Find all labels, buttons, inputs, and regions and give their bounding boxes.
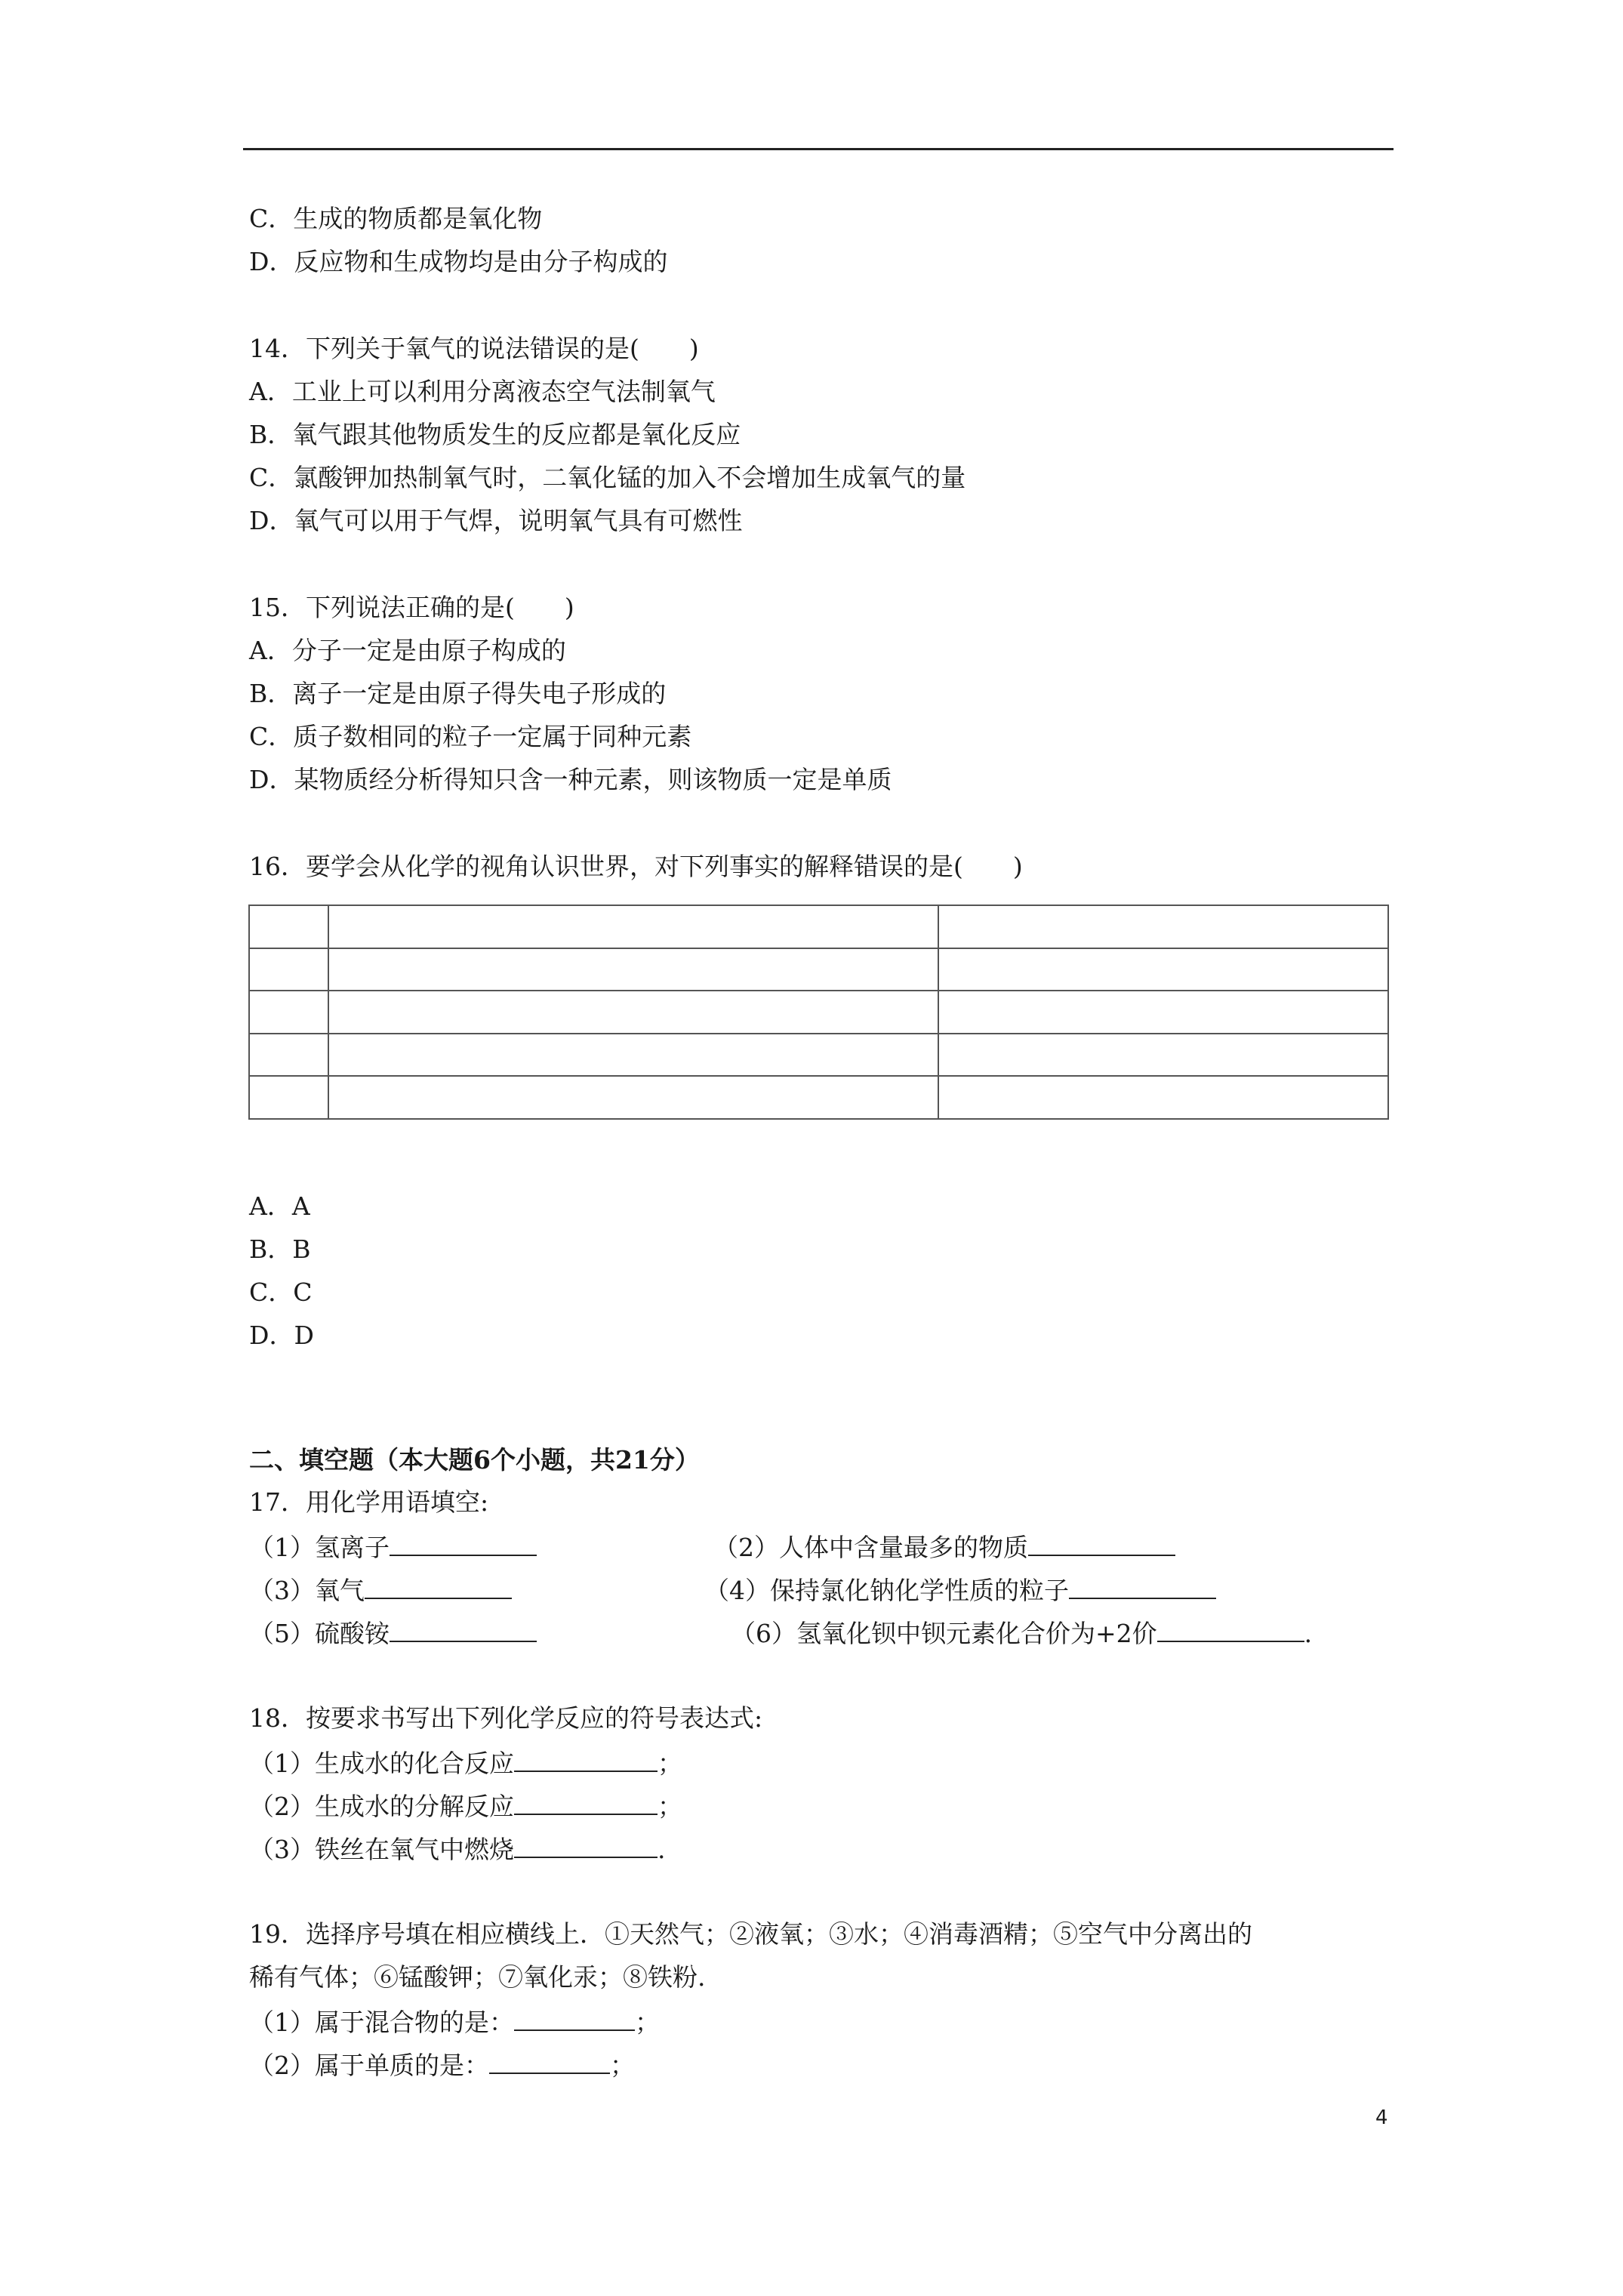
section-heading: 二、填空题（本大题6个小题，共21分）: [249, 1445, 700, 1475]
header-rule: [243, 148, 1394, 150]
answer-blank: [514, 1831, 658, 1858]
q17-part1: （1）氢离子: [249, 1529, 537, 1564]
answer-blank: [390, 1615, 537, 1642]
answer-blank: [514, 2004, 635, 2031]
q13-option-d: D．反应物和生成物均是由分子构成的: [249, 247, 668, 276]
answer-blank: [1157, 1615, 1304, 1642]
q19-stem-line1: 19．选择序号填在相应横线上．①天然气；②液氧；③水；④消毒酒精；⑤空气中分离出的: [249, 1919, 1252, 1949]
q16-option-c: C．C: [249, 1277, 313, 1307]
answer-blank: [365, 1572, 512, 1599]
q16-option-b: B．B: [249, 1234, 311, 1264]
q15-stem: 15．下列说法正确的是( ): [249, 593, 574, 622]
q16-stem: 16．要学会从化学的视角认识世界，对下列事实的解释错误的是( ): [249, 852, 1023, 881]
q17-part5: （5）硫酸铵: [249, 1615, 537, 1650]
table-row: [249, 905, 1388, 948]
q16-option-d: D．D: [249, 1321, 314, 1350]
q14-stem: 14．下列关于氧气的说法错误的是( ): [249, 334, 699, 363]
q19-stem-line2: 稀有气体；⑥锰酸钾；⑦氧化汞；⑧铁粉.: [249, 1962, 706, 1992]
q14-option-a: A．工业上可以利用分离液态空气法制氧气: [249, 377, 716, 406]
table-row: [249, 948, 1388, 991]
q16-option-a: A．A: [249, 1191, 310, 1221]
q18-part2: （2）生成水的分解反应 ；: [249, 1788, 682, 1823]
q18-part1: （1）生成水的化合反应 ；: [249, 1745, 682, 1780]
q14-option-b: B．氧气跟其他物质发生的反应都是氧化反应: [249, 420, 741, 449]
q14-option-c: C．氯酸钾加热制氧气时，二氧化锰的加入不会增加生成氧气的量: [249, 463, 966, 492]
answer-blank: [1069, 1572, 1216, 1599]
table-row: [249, 1076, 1388, 1119]
q18-part3: （3）铁丝在氧气中燃烧 .: [249, 1831, 666, 1866]
q17-part4: （4）保持氯化钠化学性质的粒子: [704, 1572, 1216, 1607]
q19-part2: （2）属于单质的是： ；: [249, 2047, 635, 2082]
answer-blank: [514, 1788, 658, 1815]
q15-option-d: D．某物质经分析得知只含一种元素，则该物质一定是单质: [249, 765, 892, 794]
answer-blank: [1028, 1529, 1175, 1556]
answer-blank: [489, 2047, 610, 2074]
q18-stem: 18．按要求书写出下列化学反应的符号表达式:: [249, 1703, 763, 1733]
q15-option-a: A．分子一定是由原子构成的: [249, 636, 566, 665]
q19-part1: （1）属于混合物的是： ；: [249, 2004, 660, 2039]
table-row: [249, 991, 1388, 1034]
page-number: 4: [1375, 2106, 1388, 2129]
q17-part3: （3）氧气: [249, 1572, 512, 1607]
q17-part2: （2）人体中含量最多的物质: [713, 1529, 1175, 1564]
answer-blank: [390, 1529, 537, 1556]
q17-stem: 17．用化学用语填空:: [249, 1487, 489, 1517]
q17-part6: （6）氢氧化钡中钡元素化合价为+2价 .: [731, 1615, 1312, 1650]
q15-option-b: B．离子一定是由原子得失电子形成的: [249, 679, 667, 708]
q15-option-c: C．质子数相同的粒子一定属于同种元素: [249, 722, 692, 751]
q16-table: [248, 905, 1389, 1120]
table-row: [249, 1034, 1388, 1077]
answer-blank: [514, 1745, 658, 1772]
q14-option-d: D．氧气可以用于气焊，说明氧气具有可燃性: [249, 506, 743, 535]
q13-option-c: C．生成的物质都是氧化物: [249, 204, 543, 233]
